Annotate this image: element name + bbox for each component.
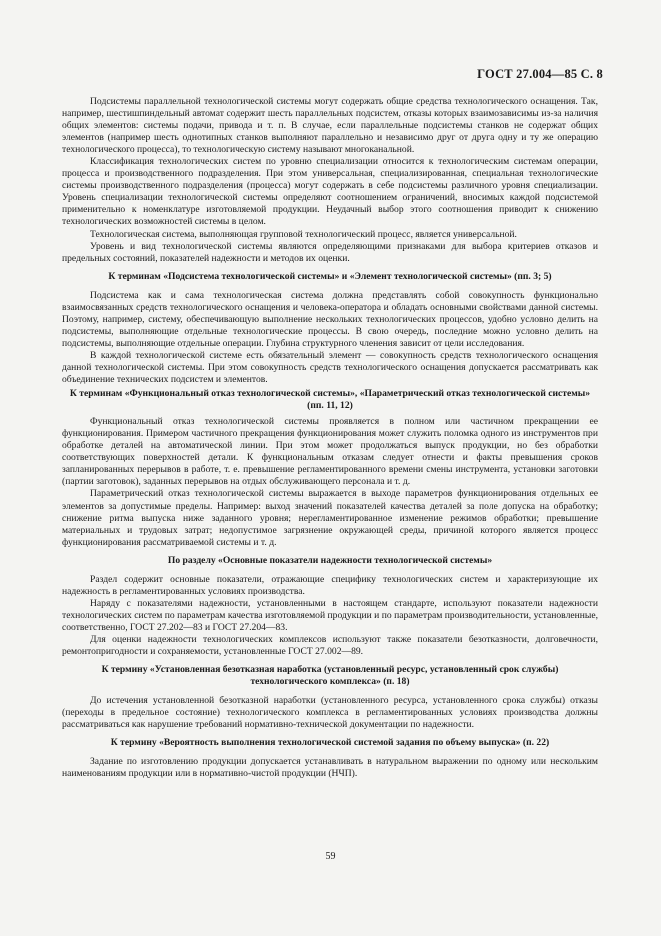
paragraph: Классификация технологических систем по уровню специализации относится к технологическим системам операции, процесса и производственного подразделения. При этом универсальная, специализированная, специальная технологические системы производственного подразделения (процесса) могут содержать в себе подсистемы различного уровня специализации. Уровень специализации технологической системы определяют соотношением ограничений, вносимых каждой подсистемой применительно к номенклатуре изготовляемой продукции. Неудачный выбор этого соотношения приводит к снижению технологических возможностей системы в целом. [62, 156, 598, 228]
document-header: ГОСТ 27.004—85 С. 8 [477, 67, 603, 81]
page-number: 59 [325, 851, 336, 862]
paragraph: Раздел содержит основные показатели, отражающие специфику технологических систем и характеризующие их надежность в регламентированных условиях производства. [62, 573, 598, 597]
section-heading: К термину «Установленная безотказная наработка (установленный ресурс, установленный срок службы) технологического комплекса» (п. 18) [101, 664, 559, 688]
paragraph: Подсистема как и сама технологическая система должна представлять собой совокупность функционально взаимосвязанных средств технологического оснащения и человека-оператора и обладать основными свойствами данной системы. Поэтому, например, систему, обеспечивающую выполнение нескольких технологических процессов, удобно условно делить на подсистемы, выполняющие отдельные технологические процессы. В свою очередь, последние можно условно делить на подсистемы, выполняющие отдельные операции. Глубина структурного членения зависит от цели исследования. [62, 289, 598, 349]
document-body [62, 96, 598, 780]
paragraph: Подсистемы параллельной технологической системы могут содержать общие средства технологического оснащения. Так, например, шестишпиндельный автомат содержит шесть параллельных подсистем, отказы которых взаимозависимы из-за наличия общих элементов: системы подачи, привода и т. п. В случае, если параллельные подсистемы станков не содержат общих элементов (например шесть однотипных станков выполняют параллельно и независимо друг от друга одну и ту же операцию технологического процесса), то технологическую систему называют многоканальной. [62, 96, 598, 156]
paragraph: Технологическая система, выполняющая групповой технологический процесс, является универсальной. [90, 228, 517, 240]
paragraph: Уровень и вид технологической системы являются определяющими признаками для выбора критериев отказов и предельных состояний, показателей надежности и методов их оценки. [62, 240, 598, 264]
paragraph: Наряду с показателями надежности, установленными в настоящем стандарте, используют показатели надежности технологических систем по параметрам качества изготовляемой продукции и по параметрам производительности, установленные, соответственно, ГОСТ 27.202—83 и ГОСТ 27.204—83. [62, 597, 598, 633]
paragraph: Функциональный отказ технологической системы проявляется в полном или частичном прекращении ее функционирования. Примером частичного прекращения функционирования может служить поломка одного из инструментов при обработке деталей на автоматической линии. При этом может продолжаться выпуск продукции, но без обработки соответствующих поверхностей детали. К функциональным отказам следует отнести и факты превышения сроков запланированных перерывов в работе, т. е. превышение регламентированного времени смены инструмента, установки заготовки (партии заготовок), заданных перерывов на отдых обслуживающего персонала и т. д. [62, 416, 598, 488]
section-heading: К терминам «Подсистема технологической системы» и «Элемент технологической системы» (пп. 3; 5) [108, 270, 552, 282]
section-heading: По разделу «Основные показатели надежности технологической системы» [167, 554, 493, 566]
paragraph: Для оценки надежности технологических комплексов используют также показатели безотказности, долговечности, ремонтопригодности и сохраняемости, установленные ГОСТ 27.002—89. [62, 633, 598, 658]
paragraph: Параметрический отказ технологической системы выражается в выходе параметров функционирования отдельных ее элементов за допустимые пределы. Например: выход значений показателей качества деталей за поле допуска на обработку; снижение ритма выпуска ниже заданного уровня; нерегламентированное изменение режимов обработки; превышение материальных и трудовых затрат; недопустимое загрязнение окружающей среды, причиной которого является процесс функционирования рассматриваемой системы и т. д. [62, 488, 598, 548]
paragraph: До истечения установленной безотказной наработки (установленного ресурса, установленного срока службы) отказы (переходы в предельное состояние) технологического комплекса в регламентированных условиях производства должны рассматриваться как нарушение требований нормативно-технической документации по надежности. [62, 695, 598, 731]
section-heading: К термину «Вероятность выполнения технологической системой задания по объему выпуска» (п. 22) [110, 737, 550, 749]
paragraph: В каждой технологической системе есть обязательный элемент — совокупность средств технологического оснащения данной технологической системы. При этом совокупность средств технологического оснащения допускается рассматривать как объединение технических подсистем и элементов. [62, 349, 598, 386]
paragraph: Задание по изготовлению продукции допускается устанавливать в натуральном выражении по одному или нескольким наименованиям продукции или в нормативно-чистой продукции (НЧП). [62, 756, 598, 780]
section-heading: К терминам «Функциональный отказ технологической системы», «Параметрический отказ технологической системы» (пп. 11, 12) [69, 388, 591, 412]
